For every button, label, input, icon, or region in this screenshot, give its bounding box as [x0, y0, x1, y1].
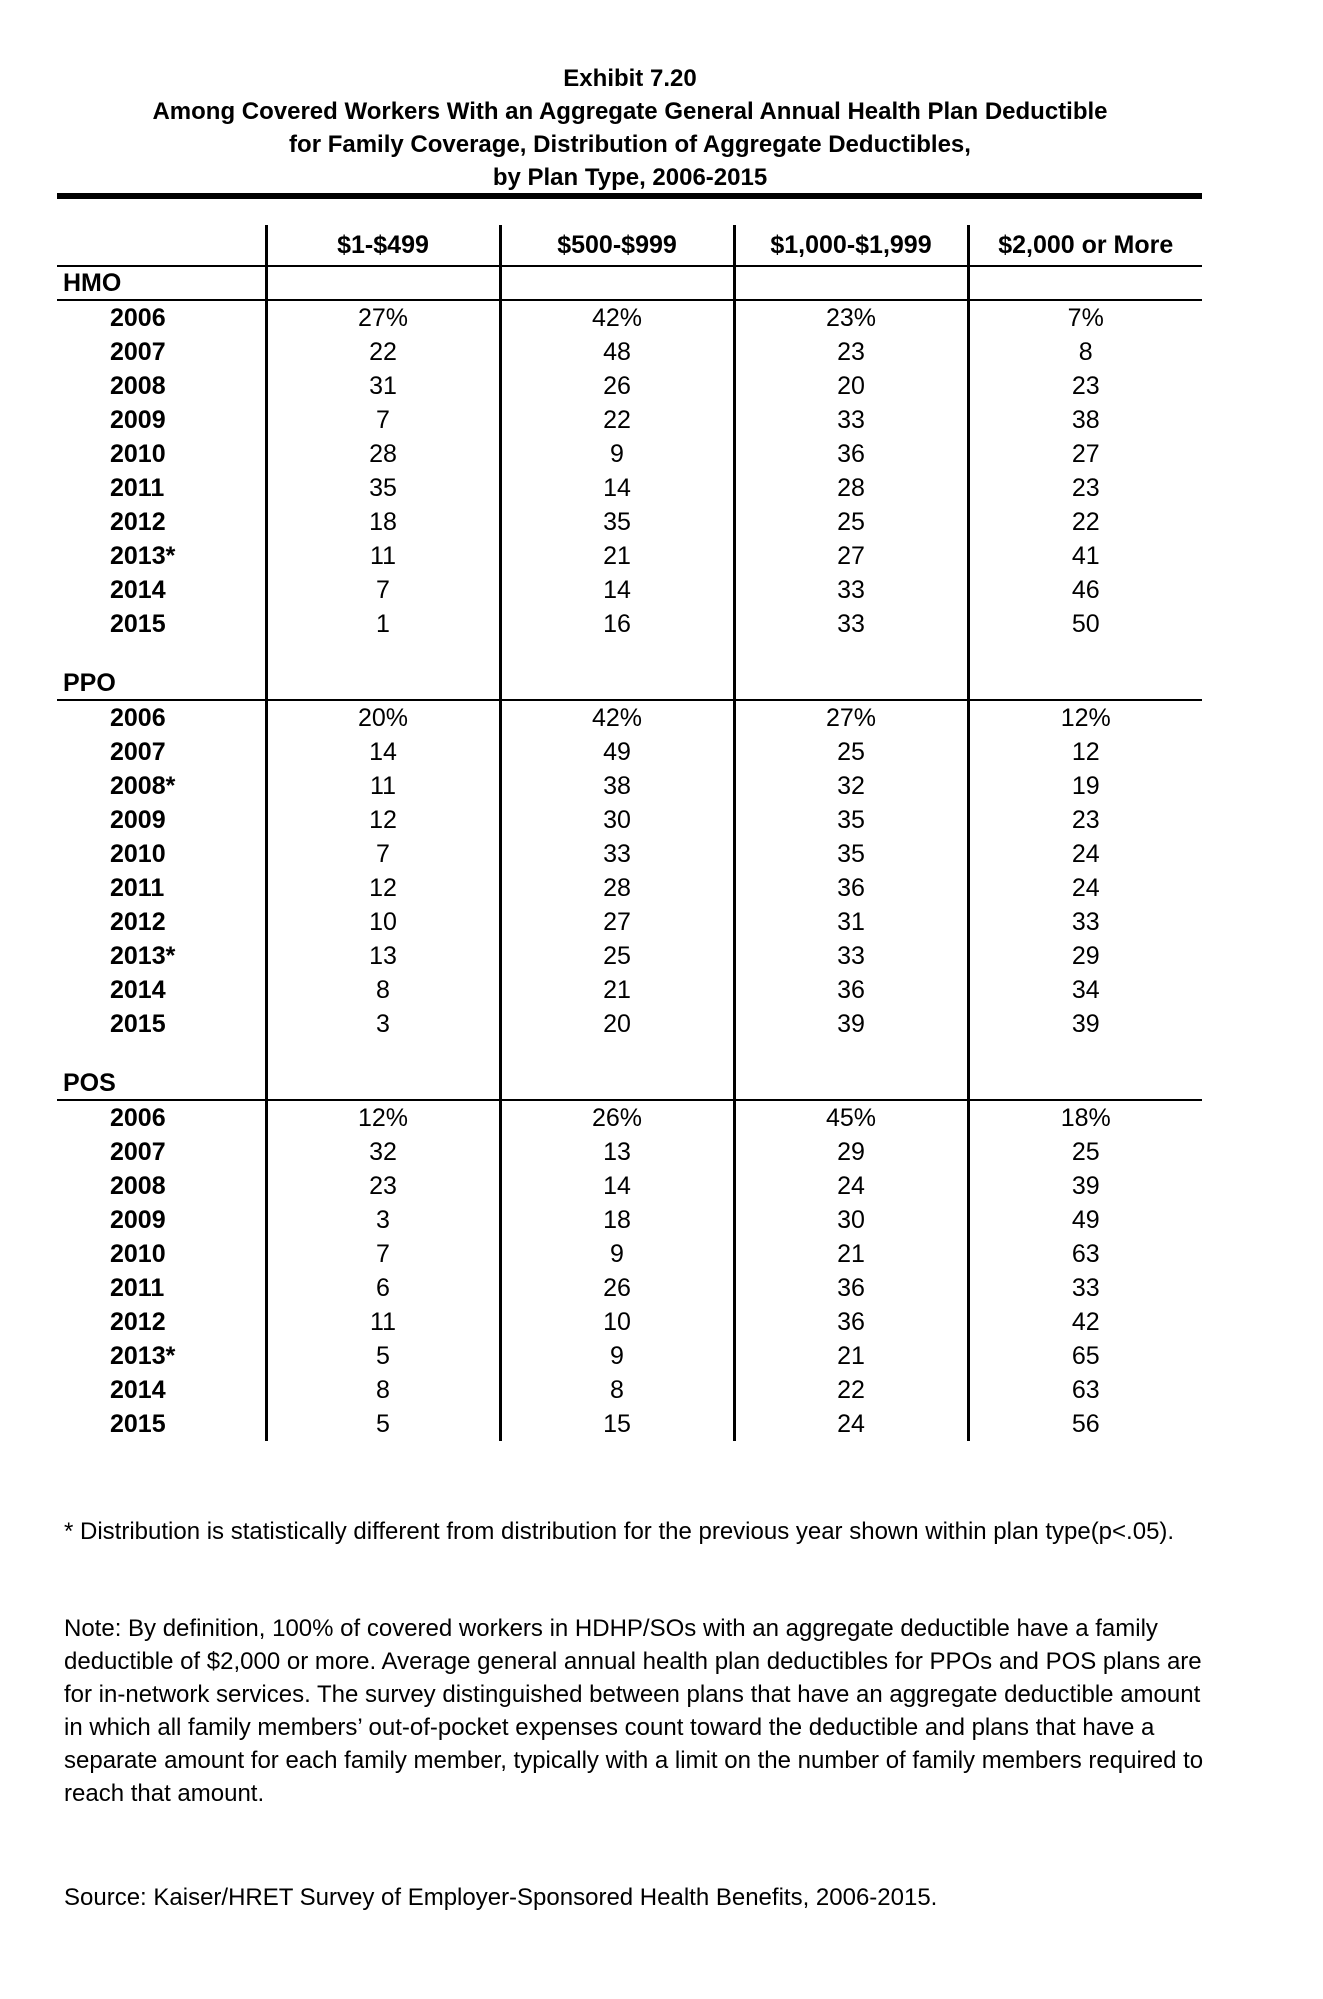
value-cell: 14: [500, 471, 734, 505]
empty-cell: [734, 641, 968, 667]
value-cell: 21: [734, 1237, 968, 1271]
value-cell: 33: [734, 607, 968, 641]
table-row: [57, 1305, 1202, 1339]
value-cell: 25: [968, 1135, 1202, 1169]
value-cell: 23: [968, 803, 1202, 837]
value-cell: 65: [968, 1339, 1202, 1373]
value-cell: 63: [968, 1373, 1202, 1407]
value-cell: 19: [968, 769, 1202, 803]
value-cell: 20: [734, 369, 968, 403]
value-cell: 11: [266, 1305, 500, 1339]
note-text: Note: By definition, 100% of covered workers in HDHP/SOs with an aggregate deductible have a family deductible of $2,000 or more. Average general annual health plan deductibles for PPOs and POS plans are for in-network services. The survey distinguished between plans that have an aggregate deductible amount in which all family members’ out-of-pocket expenses count toward the deductible and plans that have a separate amount for each family member, typically with a limit on the number of family members required to reach that amount.: [64, 1615, 1204, 1807]
plan-type-row: [57, 667, 1202, 700]
table-row: [57, 1007, 1202, 1041]
year-label: 2006: [110, 304, 166, 332]
value-cell: 29: [968, 939, 1202, 973]
table-row: [57, 939, 1202, 973]
plan-type-label: HMO: [57, 266, 266, 300]
value-cell: 8: [500, 1373, 734, 1407]
value-cell: 28: [500, 871, 734, 905]
value-cell: 5: [266, 1407, 500, 1441]
value-cell: 22: [968, 505, 1202, 539]
value-cell: 42%: [500, 700, 734, 735]
value-cell: 12: [968, 735, 1202, 769]
table-row: [57, 973, 1202, 1007]
value-cell: 27: [734, 539, 968, 573]
value-cell: 7%: [968, 300, 1202, 335]
value-cell: 5: [266, 1339, 500, 1373]
value-cell: 31: [266, 369, 500, 403]
value-cell: 26: [500, 1271, 734, 1305]
year-label: 2014: [110, 1376, 166, 1404]
value-cell: 48: [500, 335, 734, 369]
empty-cell: [500, 667, 734, 700]
table-row: [57, 1237, 1202, 1271]
exhibit-number: Exhibit 7.20: [563, 65, 697, 92]
exhibit-title: [60, 62, 1200, 194]
value-cell: 63: [968, 1237, 1202, 1271]
value-cell: 24: [968, 871, 1202, 905]
value-cell: 7: [266, 573, 500, 607]
table-row: [57, 1203, 1202, 1237]
year-label: 2010: [110, 1240, 166, 1268]
value-cell: 30: [734, 1203, 968, 1237]
value-cell: 9: [500, 1237, 734, 1271]
year-label: 2009: [110, 806, 166, 834]
table-row: [57, 437, 1202, 471]
value-cell: 35: [734, 803, 968, 837]
value-cell: 23: [968, 369, 1202, 403]
year-label: 2011: [110, 474, 165, 502]
value-cell: 6: [266, 1271, 500, 1305]
value-cell: 39: [968, 1007, 1202, 1041]
plan-type-row: [57, 266, 1202, 300]
value-cell: 24: [968, 837, 1202, 871]
value-cell: 7: [266, 837, 500, 871]
table-row: [57, 607, 1202, 641]
year-label: 2006: [110, 704, 166, 732]
value-cell: 36: [734, 437, 968, 471]
value-cell: 33: [734, 403, 968, 437]
value-cell: 32: [266, 1135, 500, 1169]
title-line: Among Covered Workers With an Aggregate General Annual Health Plan Deductible: [152, 98, 1108, 125]
value-cell: 22: [266, 335, 500, 369]
value-cell: 15: [500, 1407, 734, 1441]
year-label: 2012: [110, 508, 166, 536]
significance-footnote: [64, 1515, 1204, 1548]
value-cell: 21: [500, 973, 734, 1007]
value-cell: 8: [266, 1373, 500, 1407]
value-cell: 24: [734, 1407, 968, 1441]
value-cell: 28: [734, 471, 968, 505]
source-text: Source: Kaiser/HRET Survey of Employer-Sponsored Health Benefits, 2006-2015.: [64, 1884, 938, 1911]
year-label: 2008*: [110, 772, 176, 800]
table-row: [57, 505, 1202, 539]
value-cell: 10: [266, 905, 500, 939]
table-row: [57, 1271, 1202, 1305]
value-cell: 27%: [266, 300, 500, 335]
table-row: [57, 300, 1202, 335]
value-cell: 11: [266, 539, 500, 573]
empty-cell: [968, 1067, 1202, 1100]
table-row: [57, 1373, 1202, 1407]
year-label: 2012: [110, 1308, 166, 1336]
empty-cell: [734, 1041, 968, 1067]
value-cell: 42%: [500, 300, 734, 335]
value-cell: 38: [968, 403, 1202, 437]
value-cell: 32: [734, 769, 968, 803]
year-label: 2010: [110, 840, 166, 868]
year-label: 2014: [110, 576, 166, 604]
value-cell: 49: [500, 735, 734, 769]
year-label: 2015: [110, 610, 166, 638]
table-row: [57, 369, 1202, 403]
table-row: [57, 573, 1202, 607]
value-cell: 33: [500, 837, 734, 871]
table-row: [57, 871, 1202, 905]
value-cell: 50: [968, 607, 1202, 641]
footnote-text: * Distribution is statistically different from distribution for the previous year shown within plan type(p<.05).: [64, 1518, 1175, 1545]
value-cell: 27%: [734, 700, 968, 735]
value-cell: 11: [266, 769, 500, 803]
table-row: [57, 1339, 1202, 1373]
value-cell: 3: [266, 1203, 500, 1237]
table-row: [57, 837, 1202, 871]
title-divider: [57, 193, 1202, 199]
value-cell: 27: [500, 905, 734, 939]
table-row: [57, 335, 1202, 369]
empty-cell: [734, 667, 968, 700]
year-label: 2007: [110, 338, 166, 366]
year-label: 2013*: [110, 542, 176, 570]
value-cell: 12%: [266, 1100, 500, 1135]
value-cell: 46: [968, 573, 1202, 607]
table-row: [57, 1407, 1202, 1441]
year-label: 2007: [110, 738, 166, 766]
value-cell: 35: [500, 505, 734, 539]
value-cell: 22: [500, 403, 734, 437]
definition-note: [64, 1612, 1204, 1810]
value-cell: 22: [734, 1373, 968, 1407]
value-cell: 12: [266, 803, 500, 837]
empty-cell: [57, 641, 266, 667]
header-empty-cell: [57, 225, 266, 266]
value-cell: 18: [500, 1203, 734, 1237]
year-label: 2008: [110, 372, 166, 400]
value-cell: 7: [266, 403, 500, 437]
empty-cell: [266, 1067, 500, 1100]
empty-cell: [266, 641, 500, 667]
value-cell: 39: [734, 1007, 968, 1041]
plan-type-label: POS: [57, 1067, 266, 1100]
year-label: 2012: [110, 908, 166, 936]
year-label: 2008: [110, 1172, 166, 1200]
empty-cell: [968, 641, 1202, 667]
group-spacer: [57, 641, 1202, 667]
value-cell: 56: [968, 1407, 1202, 1441]
value-cell: 8: [968, 335, 1202, 369]
value-cell: 25: [734, 505, 968, 539]
empty-cell: [734, 1067, 968, 1100]
value-cell: 45%: [734, 1100, 968, 1135]
empty-cell: [968, 1041, 1202, 1067]
value-cell: 20%: [266, 700, 500, 735]
value-cell: 12%: [968, 700, 1202, 735]
value-cell: 8: [266, 973, 500, 1007]
value-cell: 18%: [968, 1100, 1202, 1135]
empty-cell: [500, 1067, 734, 1100]
value-cell: 16: [500, 607, 734, 641]
year-label: 2007: [110, 1138, 166, 1166]
empty-cell: [266, 667, 500, 700]
value-cell: 36: [734, 973, 968, 1007]
empty-cell: [734, 266, 968, 300]
table-body: [57, 266, 1202, 1441]
table-row: [57, 403, 1202, 437]
value-cell: 24: [734, 1169, 968, 1203]
value-cell: 41: [968, 539, 1202, 573]
value-cell: 35: [734, 837, 968, 871]
value-cell: 13: [500, 1135, 734, 1169]
year-label: 2013*: [110, 1342, 176, 1370]
empty-cell: [266, 1041, 500, 1067]
year-label: 2013*: [110, 942, 176, 970]
value-cell: 31: [734, 905, 968, 939]
year-label: 2015: [110, 1010, 166, 1038]
value-cell: 3: [266, 1007, 500, 1041]
value-cell: 26: [500, 369, 734, 403]
title-line: by Plan Type, 2006-2015: [492, 164, 768, 191]
value-cell: 14: [266, 735, 500, 769]
table-row: [57, 769, 1202, 803]
value-cell: 33: [968, 1271, 1202, 1305]
column-header: $1,000-$1,999: [734, 225, 968, 266]
header-row: [57, 225, 1202, 266]
empty-cell: [968, 266, 1202, 300]
value-cell: 36: [734, 871, 968, 905]
value-cell: 27: [968, 437, 1202, 471]
empty-cell: [266, 266, 500, 300]
value-cell: 26%: [500, 1100, 734, 1135]
empty-cell: [500, 641, 734, 667]
value-cell: 23: [266, 1169, 500, 1203]
table-row: [57, 803, 1202, 837]
value-cell: 10: [500, 1305, 734, 1339]
value-cell: 36: [734, 1305, 968, 1339]
value-cell: 14: [500, 1169, 734, 1203]
empty-cell: [500, 266, 734, 300]
value-cell: 21: [734, 1339, 968, 1373]
value-cell: 13: [266, 939, 500, 973]
value-cell: 23%: [734, 300, 968, 335]
value-cell: 29: [734, 1135, 968, 1169]
table-row: [57, 735, 1202, 769]
value-cell: 39: [968, 1169, 1202, 1203]
value-cell: 7: [266, 1237, 500, 1271]
year-label: 2006: [110, 1104, 166, 1132]
group-spacer: [57, 1041, 1202, 1067]
value-cell: 30: [500, 803, 734, 837]
value-cell: 18: [266, 505, 500, 539]
value-cell: 20: [500, 1007, 734, 1041]
empty-cell: [500, 1041, 734, 1067]
year-label: 2011: [110, 1274, 165, 1302]
year-label: 2015: [110, 1410, 166, 1438]
year-label: 2009: [110, 1206, 166, 1234]
value-cell: 33: [734, 573, 968, 607]
value-cell: 49: [968, 1203, 1202, 1237]
value-cell: 14: [500, 573, 734, 607]
value-cell: 23: [968, 471, 1202, 505]
column-header: $2,000 or More: [968, 225, 1202, 266]
year-label: 2010: [110, 440, 166, 468]
table-row: [57, 1169, 1202, 1203]
value-cell: 25: [734, 735, 968, 769]
column-header: $1-$499: [266, 225, 500, 266]
empty-cell: [968, 667, 1202, 700]
table-row: [57, 471, 1202, 505]
year-label: 2011: [110, 874, 165, 902]
table-row: [57, 1135, 1202, 1169]
value-cell: 42: [968, 1305, 1202, 1339]
year-label: 2009: [110, 406, 166, 434]
value-cell: 28: [266, 437, 500, 471]
value-cell: 34: [968, 973, 1202, 1007]
value-cell: 12: [266, 871, 500, 905]
deductible-distribution-table: [57, 225, 1202, 1441]
table-row: [57, 700, 1202, 735]
table-row: [57, 1100, 1202, 1135]
table-row: [57, 905, 1202, 939]
value-cell: 36: [734, 1271, 968, 1305]
source-note: [64, 1881, 1204, 1914]
value-cell: 35: [266, 471, 500, 505]
plan-type-label: PPO: [57, 667, 266, 700]
value-cell: 33: [734, 939, 968, 973]
value-cell: 1: [266, 607, 500, 641]
plan-type-row: [57, 1067, 1202, 1100]
value-cell: 21: [500, 539, 734, 573]
empty-cell: [57, 1041, 266, 1067]
value-cell: 25: [500, 939, 734, 973]
value-cell: 9: [500, 1339, 734, 1373]
table-row: [57, 539, 1202, 573]
title-line: for Family Coverage, Distribution of Aggregate Deductibles,: [289, 131, 971, 158]
value-cell: 33: [968, 905, 1202, 939]
value-cell: 9: [500, 437, 734, 471]
value-cell: 38: [500, 769, 734, 803]
year-label: 2014: [110, 976, 166, 1004]
column-header: $500-$999: [500, 225, 734, 266]
value-cell: 23: [734, 335, 968, 369]
